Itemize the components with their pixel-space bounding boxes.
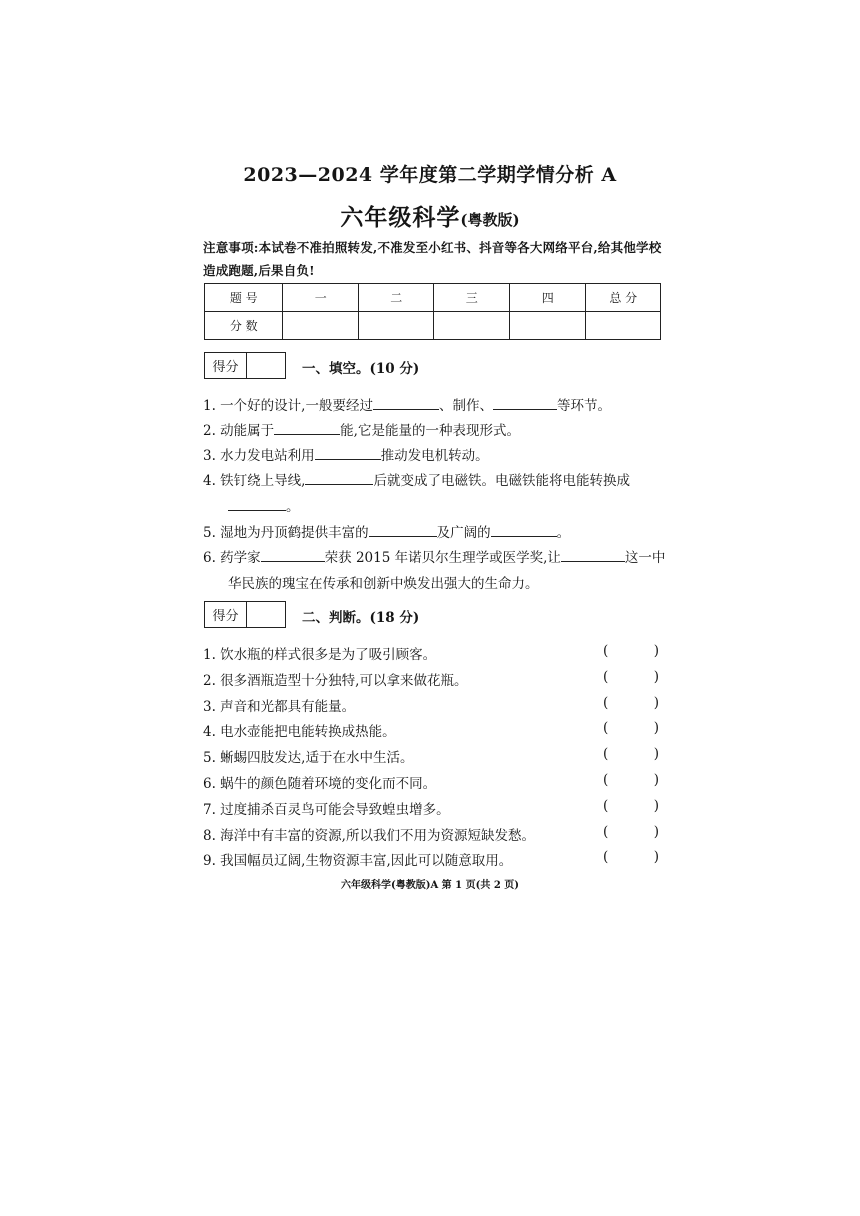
answer-blank[interactable] — [373, 397, 439, 410]
answer-parentheses[interactable] — [603, 798, 659, 814]
subject-title: 六年级科学 — [340, 204, 461, 231]
section1-heading: 一、填空。(10 分) — [302, 361, 420, 377]
paren-close: ) — [653, 824, 659, 840]
answer-blank[interactable] — [369, 524, 437, 537]
paren-close: ) — [653, 695, 659, 711]
paren-close: ) — [653, 669, 659, 685]
fill-question-4 — [203, 469, 630, 489]
judge-question: 6. 蜗牛的颜色随着环境的变化而不同。 — [203, 776, 437, 792]
score-box-blank[interactable] — [247, 602, 285, 627]
score-table-cell: 分 数 — [205, 312, 283, 340]
question-text: 2. 动能属于 — [203, 423, 275, 439]
score-blank-cell[interactable] — [509, 312, 585, 340]
score-table-header-row — [205, 284, 661, 312]
answer-blank[interactable] — [228, 498, 286, 511]
exam-title: 2023—2024 学年度第二学期学情分析 A — [243, 164, 617, 186]
question-text: 推动发电机转动。 — [380, 448, 489, 464]
answer-parentheses[interactable] — [603, 746, 659, 762]
fill-question-3 — [203, 444, 489, 464]
paren-open: ( — [603, 669, 609, 685]
score-box-label: 得分 — [205, 602, 247, 627]
answer-blank[interactable] — [315, 447, 381, 460]
fill-question-1 — [203, 394, 611, 414]
score-table-cell: 四 — [509, 284, 585, 312]
score-table-score-row — [205, 312, 661, 340]
paren-close: ) — [653, 643, 659, 659]
paren-close: ) — [653, 720, 659, 736]
judge-question: 8. 海洋中有丰富的资源,所以我们不用为资源短缺发愁。 — [203, 828, 535, 844]
judge-question: 4. 电水壶能把电能转换成热能。 — [203, 724, 396, 740]
answer-blank[interactable] — [305, 472, 373, 485]
score-table — [204, 283, 661, 340]
paren-open: ( — [603, 798, 609, 814]
fill-question-4-continued — [228, 495, 300, 515]
answer-blank[interactable] — [491, 524, 557, 537]
paren-open: ( — [603, 772, 609, 788]
score-blank-cell[interactable] — [283, 312, 359, 340]
paren-close: ) — [653, 746, 659, 762]
paren-open: ( — [603, 746, 609, 762]
fill-question-6-continued: 华民族的瑰宝在传承和创新中焕发出强大的生命力。 — [228, 576, 539, 592]
question-text: 。 — [286, 499, 300, 515]
score-table-cell: 总 分 — [586, 284, 661, 312]
answer-blank[interactable] — [561, 549, 625, 562]
paren-close: ) — [653, 849, 659, 865]
question-text: 荣获 2015 年诺贝尔生理学或医学奖,让 — [324, 550, 561, 566]
answer-parentheses[interactable] — [603, 695, 659, 711]
answer-parentheses[interactable] — [603, 772, 659, 788]
paren-open: ( — [603, 643, 609, 659]
question-text: 4. 铁钉绕上导线, — [203, 473, 306, 489]
score-blank-cell[interactable] — [434, 312, 510, 340]
paren-close: ) — [653, 772, 659, 788]
answer-blank[interactable] — [261, 549, 325, 562]
section2-heading: 二、判断。(18 分) — [302, 610, 420, 626]
notice-text: 注意事项:本试卷不准拍照转发,不准发至小红书、抖音等各大网络平台,给其他学校造成跑题,后果自负! — [203, 240, 662, 278]
question-text: 这一中 — [624, 550, 666, 566]
question-text: 后就变成了电磁铁。电磁铁能将电能转换成 — [373, 473, 630, 489]
section1-score-box — [204, 352, 286, 379]
question-text: 、制作、 — [438, 398, 493, 414]
score-box-blank[interactable] — [247, 353, 285, 378]
fill-question-2 — [203, 419, 520, 439]
question-text: 3. 水力发电站利用 — [203, 448, 315, 464]
question-text: 6. 药学家 — [203, 550, 261, 566]
question-text: 1. 一个好的设计,一般要经过 — [203, 398, 373, 414]
edition-label: (粤教版) — [460, 211, 520, 229]
paren-open: ( — [603, 695, 609, 711]
answer-parentheses[interactable] — [603, 643, 659, 659]
judge-question: 9. 我国幅员辽阔,生物资源丰富,因此可以随意取用。 — [203, 853, 513, 869]
score-table-cell: 题 号 — [205, 284, 283, 312]
answer-parentheses[interactable] — [603, 849, 659, 865]
answer-blank[interactable] — [493, 397, 557, 410]
answer-parentheses[interactable] — [603, 824, 659, 840]
answer-parentheses[interactable] — [603, 669, 659, 685]
score-box-label: 得分 — [205, 353, 247, 378]
judge-question: 1. 饮水瓶的样式很多是为了吸引顾客。 — [203, 647, 437, 663]
paren-open: ( — [603, 849, 609, 865]
question-text: 。 — [556, 525, 571, 541]
question-text: 等环节。 — [556, 398, 611, 414]
judge-question: 7. 过度捕杀百灵鸟可能会导致蝗虫增多。 — [203, 802, 450, 818]
question-text: 能,它是能量的一种表现形式。 — [340, 423, 520, 439]
paren-close: ) — [653, 798, 659, 814]
paren-open: ( — [603, 720, 609, 736]
exam-subtitle — [0, 199, 860, 232]
score-table-cell: 三 — [434, 284, 510, 312]
section2-score-box — [204, 601, 286, 628]
page-footer: 六年级科学(粤教版)A 第 1 页(共 2 页) — [340, 880, 519, 891]
paren-open: ( — [603, 824, 609, 840]
question-text: 5. 湿地为丹顶鹤提供丰富的 — [203, 525, 369, 541]
score-table-cell: 一 — [283, 284, 359, 312]
question-text: 及广阔的 — [436, 525, 491, 541]
fill-question-5 — [203, 521, 570, 541]
score-table-cell: 二 — [358, 284, 434, 312]
judge-question: 2. 很多酒瓶造型十分独特,可以拿来做花瓶。 — [203, 673, 468, 689]
score-blank-cell[interactable] — [358, 312, 434, 340]
judge-question: 5. 蜥蜴四肢发达,适于在水中生活。 — [203, 750, 414, 766]
fill-question-6 — [203, 546, 665, 566]
judge-question: 3. 声音和光都具有能量。 — [203, 699, 356, 715]
answer-parentheses[interactable] — [603, 720, 659, 736]
answer-blank[interactable] — [274, 422, 340, 435]
score-blank-cell[interactable] — [586, 312, 661, 340]
